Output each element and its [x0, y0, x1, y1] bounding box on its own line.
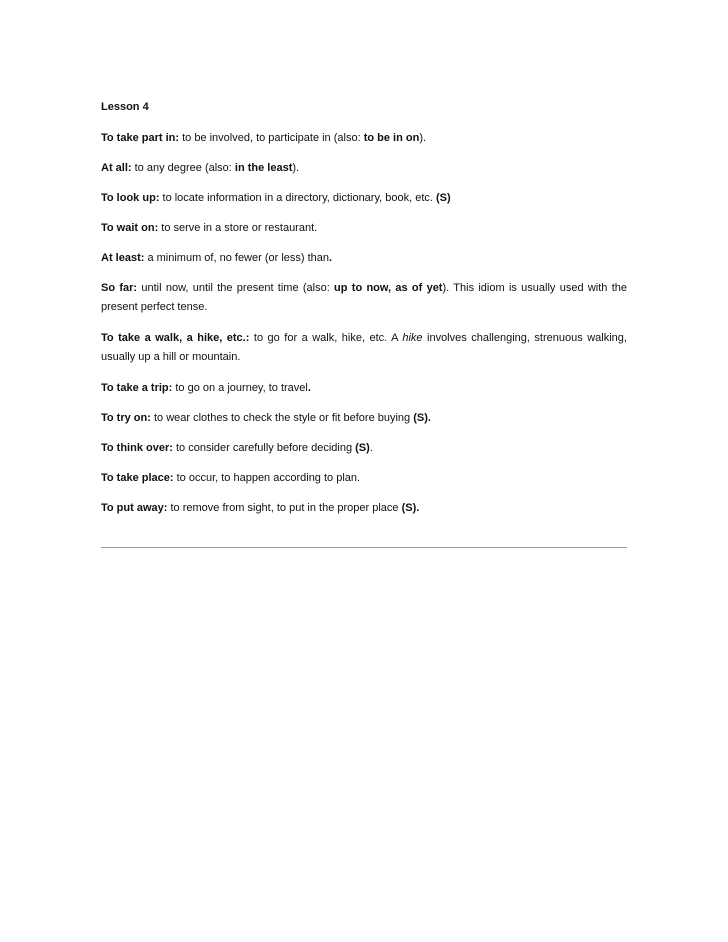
idiom-term: At least:	[101, 252, 145, 264]
idiom-definition: to remove from sight, to put in the proper place	[167, 502, 402, 514]
idiom-term: At all:	[101, 162, 132, 174]
idiom-entry	[101, 249, 627, 268]
idiom-term: To take part in:	[101, 132, 180, 144]
idiom-definition: to locate information in a directory, dictionary, book, etc.	[159, 192, 437, 204]
idiom-definition-end: ). This idiom is usually used with the present perfect tense.	[101, 282, 627, 313]
idiom-entry	[101, 439, 627, 458]
idiom-term: To think over:	[101, 442, 173, 454]
document-body	[101, 98, 627, 529]
idiom-definition: to any degree (also:	[131, 162, 235, 174]
idiom-definition: until now, until the present time (also:	[137, 282, 335, 294]
idiom-definition-end: involves challenging, strenuous walking, usually up a hill or mountain.	[101, 332, 627, 363]
idiom-definition: to serve in a store or restaurant.	[158, 222, 318, 234]
idiom-entry	[101, 189, 627, 208]
idiom-emphasis: .	[307, 382, 311, 394]
idiom-term: To put away:	[101, 502, 168, 514]
idiom-entry	[101, 129, 627, 148]
separable-marker: (S).	[401, 502, 420, 514]
separable-marker: (S)	[355, 442, 370, 454]
idiom-definition: a minimum of, no fewer (or less) than	[144, 252, 330, 264]
idiom-entry	[101, 469, 627, 488]
idiom-term: To take place:	[101, 472, 174, 484]
idiom-entry	[101, 379, 627, 398]
idiom-emphasis: up to now, as of yet	[334, 282, 443, 294]
idiom-definition: to wear clothes to check the style or fit before buying	[150, 412, 414, 424]
idiom-entry	[101, 279, 627, 317]
idiom-definition: to occur, to happen according to plan.	[173, 472, 361, 484]
separable-marker: (S).	[413, 412, 431, 424]
footer-divider	[101, 547, 627, 548]
idiom-term: So far:	[101, 282, 138, 294]
idiom-definition-end: ).	[419, 132, 427, 144]
idiom-definition-end: ).	[292, 162, 300, 174]
idiom-entry	[101, 219, 627, 238]
idiom-entry	[101, 329, 627, 367]
idiom-definition: to consider carefully before deciding	[172, 442, 356, 454]
idiom-emphasis: in the least	[234, 162, 293, 174]
idiom-emphasis: to be in on	[363, 132, 420, 144]
idiom-definition-end: .	[369, 442, 373, 454]
idiom-entry	[101, 159, 627, 178]
idiom-term: To take a trip:	[101, 382, 173, 394]
idiom-term: To look up:	[101, 192, 160, 204]
idiom-definition: to go for a walk, hike, etc. A	[249, 332, 403, 344]
separable-marker: (S)	[436, 192, 451, 204]
idiom-definition: to go on a journey, to travel	[172, 382, 308, 394]
idiom-entry	[101, 499, 627, 518]
idiom-emphasis: .	[329, 252, 333, 264]
idiom-emphasis: hike	[402, 332, 423, 344]
idiom-entry	[101, 409, 627, 428]
idiom-definition: to be involved, to participate in (also:	[179, 132, 364, 144]
idiom-term: To take a walk, a hike, etc.:	[101, 332, 250, 344]
idiom-term: To try on:	[101, 412, 151, 424]
lesson-title: Lesson 4	[101, 101, 149, 113]
idiom-term: To wait on:	[101, 222, 159, 234]
